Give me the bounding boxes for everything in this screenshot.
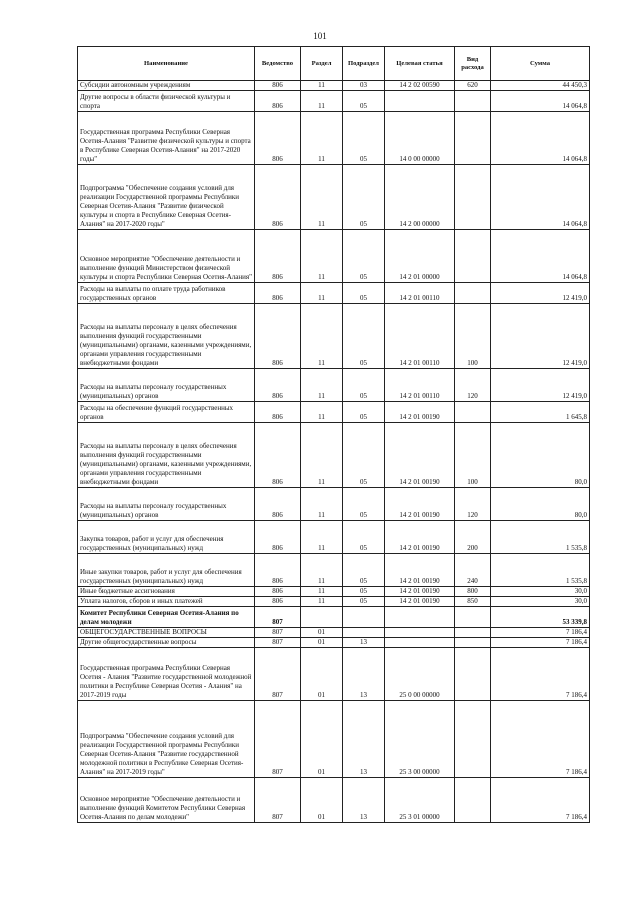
cell-type: 620 <box>455 81 491 91</box>
cell-target: 14 2 01 00190 <box>385 423 455 488</box>
table-row <box>78 369 590 402</box>
cell-sum: 1 645,8 <box>491 402 590 423</box>
cell-section: 11 <box>301 230 343 283</box>
table-row <box>78 638 590 648</box>
cell-dept: 806 <box>255 597 301 607</box>
cell-dept: 806 <box>255 81 301 91</box>
cell-dept: 806 <box>255 283 301 304</box>
cell-sum: 14 064,8 <box>491 165 590 230</box>
cell-name: ОБЩЕГОСУДАРСТВЕННЫЕ ВОПРОСЫ <box>78 628 255 638</box>
cell-target: 25 3 00 00000 <box>385 701 455 778</box>
header-type: Вид расхода <box>455 47 491 81</box>
budget-table <box>77 46 590 823</box>
cell-dept: 806 <box>255 165 301 230</box>
cell-target: 25 0 00 00000 <box>385 648 455 701</box>
table-row <box>78 423 590 488</box>
cell-dept: 807 <box>255 628 301 638</box>
cell-name: Иные бюджетные ассигнования <box>78 587 255 597</box>
cell-type <box>455 701 491 778</box>
cell-subsection: 05 <box>343 283 385 304</box>
cell-name: Другие вопросы в области физической культуры и спорта <box>78 91 255 112</box>
cell-section: 11 <box>301 554 343 587</box>
cell-type: 120 <box>455 488 491 521</box>
table-row <box>78 554 590 587</box>
cell-section: 11 <box>301 91 343 112</box>
cell-target: 14 2 02 00590 <box>385 81 455 91</box>
cell-target <box>385 607 455 628</box>
cell-subsection: 13 <box>343 638 385 648</box>
cell-sum: 7 186,4 <box>491 638 590 648</box>
cell-name: Подпрограмма "Обеспечение создания условий для реализации Государственной программы Республики Северная Осетия-Алания "Развитие государственной молодежной политики в Республике Северная Осетия-Алания" на 2017-2019 годы" <box>78 701 255 778</box>
cell-section: 01 <box>301 648 343 701</box>
cell-name: Подпрограмма "Обеспечение создания условий для реализации Государственной программы Республики Северная Осетия-Алания "Развитие физической культуры и спорта в Республике Северная Осетия-Алания" на 2017-2020 годы" <box>78 165 255 230</box>
table-row <box>78 402 590 423</box>
cell-subsection: 05 <box>343 91 385 112</box>
cell-target: 14 2 01 00190 <box>385 402 455 423</box>
cell-sum: 80,0 <box>491 488 590 521</box>
cell-name: Расходы на выплаты персоналу в целях обеспечения выполнения функций государственными (муниципальными) органами, казенными учреждениями, органами управления государственными внебюджетными фондами <box>78 423 255 488</box>
header-name: Наименование <box>78 47 255 81</box>
cell-section: 11 <box>301 304 343 369</box>
table-row <box>78 648 590 701</box>
cell-sum: 12 419,0 <box>491 369 590 402</box>
cell-type <box>455 402 491 423</box>
cell-name: Закупка товаров, работ и услуг для обеспечения государственных (муниципальных) нужд <box>78 521 255 554</box>
cell-sum: 30,0 <box>491 587 590 597</box>
cell-dept: 806 <box>255 112 301 165</box>
cell-subsection: 05 <box>343 587 385 597</box>
cell-name: Уплата налогов, сборов и иных платежей <box>78 597 255 607</box>
cell-sum: 1 535,8 <box>491 554 590 587</box>
cell-subsection: 05 <box>343 423 385 488</box>
cell-type <box>455 628 491 638</box>
cell-target: 14 2 00 00000 <box>385 165 455 230</box>
cell-sum: 14 064,8 <box>491 91 590 112</box>
cell-name: Комитет Республики Северная Осетия-Алания по делам молодежи <box>78 607 255 628</box>
cell-dept: 807 <box>255 607 301 628</box>
table-body <box>78 81 590 823</box>
cell-target: 25 3 01 00000 <box>385 778 455 823</box>
table-row <box>78 597 590 607</box>
cell-subsection: 13 <box>343 701 385 778</box>
cell-target <box>385 91 455 112</box>
cell-sum: 12 419,0 <box>491 304 590 369</box>
cell-name: Основное мероприятие "Обеспечение деятельности и выполнение функций Комитетом Республики Северная Осетия-Алания по делам молодежи" <box>78 778 255 823</box>
cell-subsection: 03 <box>343 81 385 91</box>
cell-target: 14 2 01 00000 <box>385 230 455 283</box>
cell-target <box>385 628 455 638</box>
cell-name: Расходы на выплаты персоналу в целях обеспечения выполнения функций государственными (муниципальными) органами, казенными учреждениями, органами управления государственными внебюджетными фондами <box>78 304 255 369</box>
cell-name: Основное мероприятие "Обеспечение деятельности и выполнение функций Министерством физической культуры и спорта Республики Северная Осетия-Алания" <box>78 230 255 283</box>
table-row <box>78 607 590 628</box>
cell-sum: 80,0 <box>491 423 590 488</box>
cell-sum: 14 064,8 <box>491 230 590 283</box>
cell-type <box>455 165 491 230</box>
cell-name: Расходы на выплаты персоналу государственных (муниципальных) органов <box>78 369 255 402</box>
cell-sum: 7 186,4 <box>491 778 590 823</box>
table-row <box>78 283 590 304</box>
cell-target: 14 2 01 00190 <box>385 521 455 554</box>
cell-dept: 806 <box>255 369 301 402</box>
cell-subsection: 05 <box>343 597 385 607</box>
cell-type: 100 <box>455 423 491 488</box>
cell-type <box>455 230 491 283</box>
cell-dept: 806 <box>255 554 301 587</box>
cell-subsection: 13 <box>343 778 385 823</box>
cell-dept: 806 <box>255 521 301 554</box>
cell-target: 14 0 00 00000 <box>385 112 455 165</box>
cell-type: 100 <box>455 304 491 369</box>
cell-subsection: 05 <box>343 369 385 402</box>
cell-section: 01 <box>301 701 343 778</box>
cell-target: 14 2 01 00110 <box>385 304 455 369</box>
cell-sum: 7 186,4 <box>491 701 590 778</box>
table-row <box>78 112 590 165</box>
cell-sum: 1 535,8 <box>491 521 590 554</box>
cell-subsection: 05 <box>343 165 385 230</box>
cell-dept: 807 <box>255 778 301 823</box>
cell-dept: 806 <box>255 402 301 423</box>
table-row <box>78 701 590 778</box>
cell-dept: 807 <box>255 701 301 778</box>
cell-name: Субсидии автономным учреждениям <box>78 81 255 91</box>
cell-type <box>455 607 491 628</box>
cell-section: 11 <box>301 283 343 304</box>
header-dept: Ведомство <box>255 47 301 81</box>
header-sum: Сумма <box>491 47 590 81</box>
page-number: 101 <box>313 31 327 41</box>
cell-section: 01 <box>301 628 343 638</box>
table-row <box>78 230 590 283</box>
cell-section: 11 <box>301 165 343 230</box>
cell-subsection: 05 <box>343 230 385 283</box>
cell-type <box>455 778 491 823</box>
cell-target: 14 2 01 00190 <box>385 488 455 521</box>
cell-sum: 44 450,3 <box>491 81 590 91</box>
cell-type <box>455 638 491 648</box>
cell-type: 240 <box>455 554 491 587</box>
cell-subsection <box>343 628 385 638</box>
cell-section: 01 <box>301 638 343 648</box>
cell-section: 11 <box>301 521 343 554</box>
cell-subsection: 05 <box>343 488 385 521</box>
cell-dept: 807 <box>255 638 301 648</box>
table-row <box>78 587 590 597</box>
cell-dept: 806 <box>255 423 301 488</box>
cell-name: Иные закупки товаров, работ и услуг для обеспечения государственных (муниципальных) нужд <box>78 554 255 587</box>
header-target: Целевая статья <box>385 47 455 81</box>
cell-sum: 30,0 <box>491 597 590 607</box>
cell-type <box>455 283 491 304</box>
cell-type <box>455 91 491 112</box>
cell-section: 11 <box>301 587 343 597</box>
cell-section: 11 <box>301 402 343 423</box>
cell-dept: 807 <box>255 648 301 701</box>
cell-name: Государственная программа Республики Северная Осетия-Алания "Развитие физической культуры и спорта в Республике Северная Осетия-Алания" на 2017-2020 годы" <box>78 112 255 165</box>
cell-sum: 12 419,0 <box>491 283 590 304</box>
cell-section: 11 <box>301 488 343 521</box>
cell-name: Расходы на обеспечение функций государственных органов <box>78 402 255 423</box>
table-row <box>78 778 590 823</box>
table-row <box>78 81 590 91</box>
cell-type: 850 <box>455 597 491 607</box>
cell-target: 14 2 01 00190 <box>385 554 455 587</box>
cell-name: Расходы на выплаты персоналу государственных (муниципальных) органов <box>78 488 255 521</box>
table-row <box>78 521 590 554</box>
table-row <box>78 628 590 638</box>
table-row <box>78 488 590 521</box>
cell-name: Другие общегосударственные вопросы <box>78 638 255 648</box>
cell-sum: 53 339,8 <box>491 607 590 628</box>
cell-name: Расходы на выплаты по оплате труда работников государственных органов <box>78 283 255 304</box>
cell-section: 01 <box>301 778 343 823</box>
cell-target: 14 2 01 00110 <box>385 283 455 304</box>
cell-dept: 806 <box>255 91 301 112</box>
cell-type <box>455 112 491 165</box>
cell-section: 11 <box>301 369 343 402</box>
cell-dept: 806 <box>255 587 301 597</box>
cell-section: 11 <box>301 423 343 488</box>
cell-sum: 14 064,8 <box>491 112 590 165</box>
table-row <box>78 304 590 369</box>
cell-sum: 7 186,4 <box>491 648 590 701</box>
cell-subsection: 05 <box>343 304 385 369</box>
cell-subsection: 05 <box>343 402 385 423</box>
header-subsection: Подраздел <box>343 47 385 81</box>
cell-subsection: 05 <box>343 112 385 165</box>
cell-dept: 806 <box>255 488 301 521</box>
cell-subsection: 13 <box>343 648 385 701</box>
cell-target: 14 2 01 00190 <box>385 597 455 607</box>
cell-dept: 806 <box>255 304 301 369</box>
cell-sum: 7 186,4 <box>491 628 590 638</box>
cell-type: 120 <box>455 369 491 402</box>
cell-subsection <box>343 607 385 628</box>
table-header-row <box>78 47 590 81</box>
cell-type: 200 <box>455 521 491 554</box>
cell-target: 14 2 01 00190 <box>385 587 455 597</box>
cell-section: 11 <box>301 597 343 607</box>
cell-type: 800 <box>455 587 491 597</box>
cell-subsection: 05 <box>343 554 385 587</box>
cell-name: Государственная программа Республики Северная Осетия - Алания "Развитие государственной молодежной политики в Республике Северная Осетия - Алания" на 2017-2019 годы <box>78 648 255 701</box>
cell-type <box>455 648 491 701</box>
cell-section <box>301 607 343 628</box>
cell-section: 11 <box>301 81 343 91</box>
cell-subsection: 05 <box>343 521 385 554</box>
table-row <box>78 165 590 230</box>
cell-section: 11 <box>301 112 343 165</box>
table-row <box>78 91 590 112</box>
cell-target: 14 2 01 00110 <box>385 369 455 402</box>
cell-target <box>385 638 455 648</box>
header-section: Раздел <box>301 47 343 81</box>
cell-dept: 806 <box>255 230 301 283</box>
